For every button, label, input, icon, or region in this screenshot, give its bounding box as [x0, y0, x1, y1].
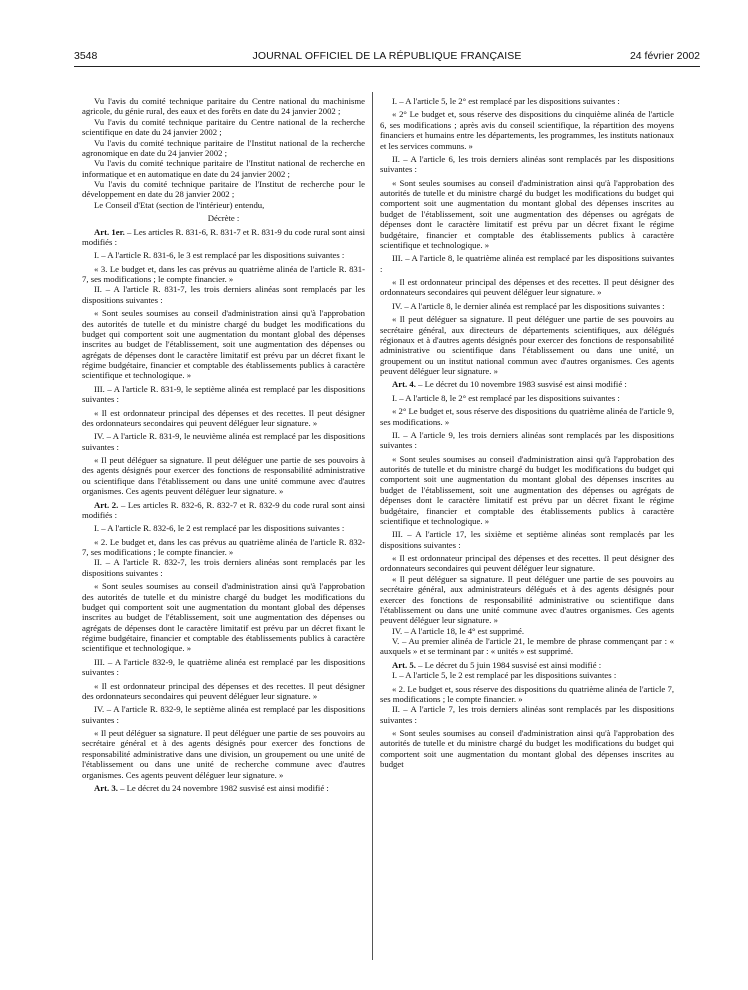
paragraph-text: Vu l'avis du comité technique paritaire du Centre national du machinisme agricole, du génie rural, des eaux et des forêts en date du 24 janvier 2002 ; [82, 96, 365, 117]
paragraph [380, 529, 674, 550]
left-column [82, 96, 365, 962]
paragraph [380, 253, 674, 274]
paragraph-text: II. – A l'article 7, les trois derniers alinéas sont remplacés par les dispositions suivantes : [380, 704, 674, 725]
paragraph [82, 200, 365, 210]
article-label: Art. 1er. [94, 226, 125, 237]
paragraph-text: II. – A l'article 6, les trois derniers alinéas sont remplacés par les dispositions suivantes : [380, 153, 674, 175]
paragraph [380, 636, 674, 657]
paragraph [82, 500, 365, 521]
paragraph [380, 454, 674, 527]
paragraph-text: IV. – A l'article 8, le dernier alinéa est remplacé par les dispositions suivantes : [392, 300, 665, 311]
paragraph-text: Décrète : [207, 213, 240, 224]
paragraph-text: « Sont seules soumises au conseil d'administration ainsi qu'à l'approbation des autorités de tutelle et du ministre chargé du budget les modifications du budget qui comportent soit une augmentation du montant global des dépenses inscrites au budget de l'établissement, soit une augmentation des dépenses ou agrégats de dépenses dont le caractère limitatif est prévu par un décret fixant le régime budgétaire, financier et comptable des établissements publics à caractère scientifique et technologique. » [82, 308, 365, 381]
paragraph [82, 728, 365, 780]
paragraph-text: Vu l'avis du comité technique paritaire de l'Institut national de la recherche agronomique en date du 24 janvier 2002 ; [82, 137, 365, 158]
column-divider [372, 92, 373, 960]
paragraph-text: « 3. Le budget et, dans les cas prévus au quatrième alinéa de l'article R. 831-7, ses modifications ; le compte financier. » [82, 263, 365, 284]
paragraph-text: Vu l'avis du comité technique paritaire de l'Institut national de recherche en informatique et en automatique en date du 24 janvier 2002 ; [82, 158, 365, 179]
paragraph [82, 213, 365, 223]
paragraph-text: IV. – A l'article 18, le 4° est supprimé. [392, 625, 525, 636]
paragraph-text: III. – A l'article R. 831-9, le septième alinéa est remplacé par les dispositions suivantes : [82, 383, 365, 405]
paragraph [380, 314, 674, 376]
paragraph-text: « Sont seules soumises au conseil d'administration ainsi qu'à l'approbation des autorités de tutelle et du ministre chargé du budget les modifications du budget qui comportent soit une augmentation du montant global des dépenses inscrites au budget de l'établissement, soit une augmentation des dépenses ou agrégats de dépenses dont le caractère limitatif est prévu par un décret fixant le régime budgétaire, financier et comptable des établissements publics à caractère scientifique et technologique. » [82, 581, 365, 654]
paragraph [82, 308, 365, 381]
paragraph [380, 430, 674, 451]
paragraph-text: « 2. Le budget et, sous réserve des dispositions du quatrième alinéa de l'article 7, ses modifications ; le compte financier. » [380, 683, 674, 704]
paragraph [380, 301, 674, 311]
paragraph [380, 277, 674, 298]
paragraph-text: – Le décret du 5 juin 1984 susvisé est ainsi modifié : [415, 659, 602, 670]
paragraph [82, 657, 365, 678]
paragraph [82, 138, 365, 159]
paragraph-text: « Il peut déléguer sa signature. Il peut déléguer une partie de ses pouvoirs au secrétaire général et à des agents désignés pour exercer des fonctions de responsabilité administrative dans une division, un groupement ou une unité de l'établissement ou dans une unité de recherche commune avec d'autres organismes. Ces agents peuvent déléguer leur signature. » [82, 728, 365, 780]
paragraph-text: III. – A l'article 17, les sixième et septième alinéas sont remplacés par les dispositions suivantes : [380, 529, 674, 550]
paragraph [380, 728, 674, 770]
paragraph [380, 379, 674, 389]
paragraph [380, 109, 674, 151]
issue-date: 24 février 2002 [629, 50, 700, 62]
paragraph [82, 408, 365, 429]
paragraph-text: « Il est ordonnateur principal des dépenses et des recettes. Il peut désigner des ordonnateurs secondaires qui peuvent déléguer leur signature. [380, 553, 674, 574]
header-rule [74, 66, 700, 67]
paragraph [380, 96, 674, 106]
paragraph [82, 431, 365, 452]
paragraph [82, 537, 365, 558]
paragraph-text: Le Conseil d'Etat (section de l'intérieur) entendu, [94, 199, 265, 210]
paragraph-text: II. – A l'article 9, les trois derniers alinéas sont remplacés par les dispositions suivantes : [380, 429, 674, 451]
paragraph [82, 117, 365, 138]
paragraph [82, 704, 365, 725]
article-label: Art. 3. [94, 782, 118, 793]
paragraph-text: V. – Au premier alinéa de l'article 21, le membre de phrase commençant par : « auxquels » et se terminant par : « unités » est supprimé. [380, 636, 674, 657]
paragraph [82, 581, 365, 654]
paragraph-text: I. – A l'article 5, le 2 est remplacé par les dispositions suivantes : [392, 670, 617, 681]
paragraph-text: II. – A l'article R. 831-7, les trois derniers alinéas sont remplacés par les dispositions suivantes : [82, 284, 365, 305]
article-label: Art. 2. [94, 499, 119, 510]
article-label: Art. 5. [392, 659, 416, 670]
paragraph-text: « 2° Le budget et, sous réserve des dispositions du quatrième alinéa de l'article 9, ses modifications. » [380, 406, 674, 427]
paragraph [380, 178, 674, 251]
paragraph-text: I. – A l'article R. 832-6, le 2 est remplacé par les dispositions suivantes : [94, 523, 345, 534]
paragraph [380, 660, 674, 670]
paragraph [82, 557, 365, 578]
paragraph-text: « Il peut déléguer sa signature. Il peut déléguer une partie de ses pouvoirs au secrétaire général, aux administrateurs délégués et à des agents désignés pour exercer des fonctions de responsabilité administrative ou scientifique dans l'établissement ou dans une unité commune avec d'autres organismes. Ces agents peuvent déléguer leur signature. » [380, 573, 674, 626]
paragraph-text: III. – A l'article 8, le quatrième alinéa est remplacé par les dispositions suivantes : [380, 253, 674, 274]
paragraph-text: III. – A l'article 832-9, le quatrième alinéa est remplacé par les dispositions suivantes : [82, 656, 365, 678]
paragraph [82, 455, 365, 497]
article-label: Art. 4. [392, 379, 416, 390]
paragraph [82, 250, 365, 260]
paragraph-text: « 2° Le budget et, sous réserve des dispositions du cinquième alinéa de l'article 6, ses modifications ; après avis du conseil scientifique, la répartition des moyens financiers et humains entre les départements, les programmes, les instituts nationaux et les services communs. » [380, 109, 674, 151]
paragraph [380, 393, 674, 403]
paragraph-text: IV. – A l'article R. 832-9, le septième alinéa est remplacé par les dispositions suivantes : [82, 704, 365, 725]
paragraph [82, 264, 365, 285]
paragraph [82, 96, 365, 117]
paragraph [380, 684, 674, 705]
paragraph-text: I. – A l'article 5, le 2° est remplacé par les dispositions suivantes : [392, 96, 620, 106]
paragraph-text: « Il peut déléguer sa signature. Il peut déléguer une partie de ses pouvoirs au secrétaire général, aux directeurs de départements scientifiques, aux délégués régionaux et à d'autres agents désignés pour exercer des fonctions de responsabilité administrative ou scientifique dans l'établissement ou dans une unité, un groupement ou un institut national commun avec d'autres organismes. Ces agents peuvent déléguer leur signature. » [380, 314, 674, 376]
paragraph-text: « Sont seules soumises au conseil d'administration ainsi qu'à l'approbation des autorités de tutelle et du ministre chargé du budget les modifications du budget qui comportent soit une augmentation du montant global des dépenses inscrites au budget de l'établissement, soit une augmentation des dépenses ou agrégats de dépenses dont le caractère limitatif est prévu par un décret fixant le régime budgétaire, financier et comptable des établissements publics à caractère scientifique et technologique. » [380, 177, 674, 250]
paragraph-text: « Il peut déléguer sa signature. Il peut déléguer une partie de ses pouvoirs à des agents désignés pour exercer des fonctions de responsabilité administrative ou scientifique dans l'établissement ou dans une unité commune avec d'autres organismes. Ces agents peuvent déléguer leur signature. » [82, 455, 365, 497]
paragraph-text: I. – A l'article R. 831-6, le 3 est remplacé par les dispositions suivantes : [94, 250, 345, 261]
paragraph [82, 384, 365, 405]
paragraph-text: Vu l'avis du comité technique paritaire de l'Institut de recherche pour le développement en date du 28 janvier 2002 ; [82, 179, 365, 200]
paragraph [380, 553, 674, 574]
paragraph-text: II. – A l'article R. 832-7, les trois derniers alinéas sont remplacés par les dispositions suivantes : [82, 557, 365, 578]
paragraph-text: I. – A l'article 8, le 2° est remplacé par les dispositions suivantes : [392, 392, 620, 403]
paragraph-text: « 2. Le budget et, dans les cas prévus au quatrième alinéa de l'article R. 832-7, ses modifications ; le compte financier. » [82, 536, 365, 557]
paragraph [380, 574, 674, 626]
paragraph-text: – Les articles R. 831-6, R. 831-7 et R. 831-9 du code rural sont ainsi modifiés : [82, 226, 365, 247]
paragraph-text: « Sont seules soumises au conseil d'administration ainsi qu'à l'approbation des autorités de tutelle et du ministre chargé du budget les modifications du budget qui comportent soit une augmentation du montant global des dépenses inscrites au budget de l'établissement, soit une augmentation des dépenses ou agrégats de dépenses dont le caractère limitatif est prévu par un décret fixant le régime budgétaire, financier et comptable des établissements publics à caractère scientifique et technologique. » [380, 453, 674, 526]
paragraph [380, 154, 674, 175]
journal-title: JOURNAL OFFICIEL DE LA RÉPUBLIQUE FRANÇAISE [252, 50, 522, 62]
paragraph-text: « Il est ordonnateur principal des dépenses et des recettes. Il peut désigner des ordonnateurs secondaires qui peuvent déléguer leur signature. » [380, 277, 674, 298]
paragraph-text: IV. – A l'article R. 831-9, le neuvième alinéa est remplacé par les dispositions suivantes : [82, 431, 365, 452]
paragraph-text: – Le décret du 24 novembre 1982 susvisé est ainsi modifié : [117, 782, 329, 793]
paragraph [82, 227, 365, 248]
page-number: 3548 [74, 50, 98, 62]
paragraph-text: « Il est ordonnateur principal des dépenses et des recettes. Il peut désigner des ordonnateurs secondaires qui peuvent déléguer leur signature. » [82, 407, 365, 428]
paragraph [82, 158, 365, 179]
right-column [380, 96, 674, 962]
paragraph [82, 783, 365, 793]
paragraph [82, 681, 365, 702]
page-header [74, 49, 700, 65]
paragraph-text: « Il est ordonnateur principal des dépenses et des recettes. Il peut désigner des ordonnateurs secondaires qui peuvent déléguer leur signature. » [82, 680, 365, 701]
paragraph [82, 179, 365, 200]
paragraph-text: Vu l'avis du comité technique paritaire du Centre national de la recherche scientifique en date du 24 janvier 2002 ; [82, 116, 365, 138]
paragraph [82, 523, 365, 533]
paragraph-text: « Sont seules soumises au conseil d'administration ainsi qu'à l'approbation des autorités de tutelle et du ministre chargé du budget les modifications du budget qui comportent soit une augmentation du montant global des dépenses inscrites au budget [380, 728, 674, 770]
paragraph [380, 704, 674, 725]
paragraph [82, 284, 365, 305]
paragraph-text: – Le décret du 10 novembre 1983 susvisé est ainsi modifié : [415, 379, 627, 390]
paragraph [380, 626, 674, 636]
paragraph-text: – Les articles R. 832-6, R. 832-7 et R. 832-9 du code rural sont ainsi modifiés : [82, 499, 365, 520]
paragraph [380, 670, 674, 680]
paragraph [380, 406, 674, 427]
